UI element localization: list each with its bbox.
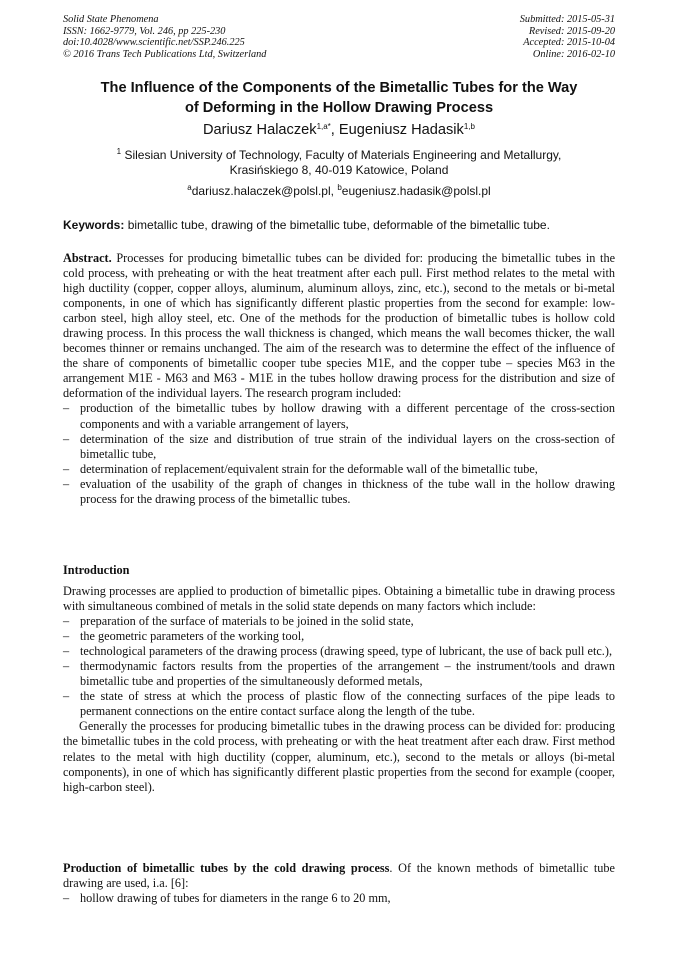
introduction-closing-paragraph: Generally the processes for producing bimetallic tubes in the drawing process can be divided for: producing the bimetallic tubes in the cold process, with preheating or with the heat treatment after each draw. First method relates to the metal with high ductility (copper, aluminum, etc.), second to the metals or alloys (bi-metal components), in one of which has significantly different plastic properties from the second for example (cooper, high-carbon steel).	[63, 719, 615, 794]
list-item: – the state of stress at which the process of plastic flow of the connecting surfaces of the pipe leads to permanent connections on the entire contact surface along the length of the tube.	[63, 689, 615, 719]
email-a-marker: a	[187, 183, 192, 192]
list-marker: –	[63, 689, 70, 704]
affiliation	[40, 148, 638, 178]
production-heading: Production of bimetallic tubes by the cold drawing process	[63, 861, 390, 875]
list-item: – preparation of the surface of materials to be joined in the solid state,	[63, 614, 414, 629]
email-a: dariusz.halaczek@polsl.pl	[191, 184, 331, 198]
author-1-affiliation: 1,a*	[316, 122, 331, 131]
affiliation-number: 1	[116, 147, 122, 156]
author-separator: ,	[330, 122, 339, 138]
introduction-section	[63, 584, 615, 795]
author-emails: $^a$dariusz.halaczek@polsl.pl, $^b$eugeniusz.hadasik@polsl.pl	[187, 183, 491, 198]
journal-copyright: © 2016 Trans Tech Publications Ltd, Switzerland	[63, 48, 267, 60]
list-marker: –	[63, 401, 70, 416]
list-marker: –	[63, 476, 70, 491]
keywords	[63, 218, 615, 233]
journal-issn: ISSN: 1662-9779, Vol. 246, pp 225-230	[63, 25, 226, 37]
list-marker: –	[63, 659, 70, 674]
list-item: – hollow drawing of tubes for diameters in the range 6 to 20 mm,	[63, 891, 391, 906]
list-item: – determination of replacement/equivalent strain for the deformable wall of the bimetallic tube,	[63, 461, 538, 476]
abstract-text: Processes for producing bimetallic tubes can be divided for: producing the bimetallic tubes in the cold process, with preheating or with the heat treatment after each pull. First method relates to the metal with high ductility (copper, copper alloys, aluminum, aluminum alloys, zinc, etc.), second to the metals or bi-metal components, in one of which has significantly different plastic properties from the second for example: low-carbon steel, high alloy steel, etc. One of the methods for the production of bimetallic tubes is hollow cold drawing process. In this process the wall thickness is changed, which means the wall becomes thicker, the wall becomes thinner or remains unchanged. The aim of the research was to determine the effect of the influence of the share of components of bimetallic cooper tube species M1E, and the copper tube – species M63 in the arrangement M1E - M63 and M63 - M1E in the tubes hollow drawing process for the distribution and size of deformation of the individual layers. The research program included:	[63, 251, 616, 401]
journal-info	[63, 14, 266, 60]
email-b: eugeniusz.hadasik@polsl.pl	[341, 184, 491, 198]
list-marker: –	[63, 644, 70, 659]
affiliation-line-1: Silesian University of Technology, Faculty of Materials Engineering and Metallurgy,	[124, 148, 562, 162]
introduction-paragraph: Drawing processes are applied to production of bimetallic pipes. Obtaining a bimetallic tube in drawing process with simultaneous combined of metals in the solid state depends on many factors which include:	[63, 584, 615, 614]
journal-doi: doi:10.4028/www.scientific.net/SSP.246.225	[63, 37, 245, 49]
introduction-heading-block	[63, 563, 615, 578]
list-item: – the geometric parameters of the working tool,	[63, 629, 305, 644]
date-accepted: Accepted: 2015-10-04	[523, 37, 615, 49]
abstract-paragraph	[63, 251, 615, 401]
list-item: – thermodynamic factors results from the properties of the arrangement – the instrument/tools and drawn bimetallic tube and properties of the simultaneously deformed metals,	[63, 659, 615, 689]
production-paragraph	[63, 861, 615, 891]
paper-title	[40, 79, 638, 118]
list-marker: –	[63, 431, 70, 446]
author-2-affiliation: 1,b	[463, 122, 475, 131]
production-list	[63, 891, 615, 906]
abstract-label: Abstract.	[63, 251, 112, 265]
submission-dates	[520, 14, 615, 60]
keywords-text: bimetallic tube, drawing of the bimetallic tube, deformable of the bimetallic tube.	[127, 218, 550, 232]
list-marker: –	[63, 891, 70, 906]
list-item: – production of the bimetallic tubes by hollow drawing with a different percentage of the cross-section components and with a variable arrangement of layers,	[63, 401, 615, 431]
title-line-1: The Influence of the Components of the Bimetallic Tubes for the Way	[100, 80, 578, 96]
abstract-list	[63, 401, 615, 506]
list-item: – determination of the size and distribution of true strain of the individual layers on the cross-section of bimetallic tube,	[63, 431, 615, 461]
production-text: . Of the known methods of bimetallic tube drawing are used, i.a. [6]:	[63, 861, 615, 891]
authors	[40, 121, 638, 139]
list-item: – technological parameters of the drawing process (drawing speed, type of lubricant, the use of back pull etc.),	[63, 644, 613, 659]
date-revised: Revised: 2015-09-20	[528, 25, 615, 37]
keywords-label: Keywords:	[63, 218, 125, 232]
title-line-2: of Deforming in the Hollow Drawing Process	[184, 99, 494, 116]
date-online: Online: 2016-02-10	[532, 48, 615, 60]
list-marker: –	[63, 629, 70, 644]
list-marker: –	[63, 614, 70, 629]
list-item: – evaluation of the usability of the graph of changes in thickness of the tube wall in the hollow drawing process for the drawing process of the bimetallic tubes.	[63, 476, 615, 506]
journal-name: Solid State Phenomena	[63, 14, 159, 25]
production-section	[63, 861, 615, 906]
list-marker: –	[63, 461, 70, 476]
introduction-list	[63, 614, 615, 719]
abstract-section	[63, 251, 615, 507]
introduction-heading: Introduction	[63, 563, 130, 577]
author-2: Eugeniusz Hadasik	[338, 122, 464, 138]
author-1: Dariusz Halaczek	[203, 122, 317, 138]
date-submitted: Submitted: 2015-05-31	[519, 14, 615, 25]
email-b-marker: b	[337, 183, 342, 192]
affiliation-line-2: Krasińskiego 8, 40-019 Katowice, Poland	[229, 163, 449, 177]
